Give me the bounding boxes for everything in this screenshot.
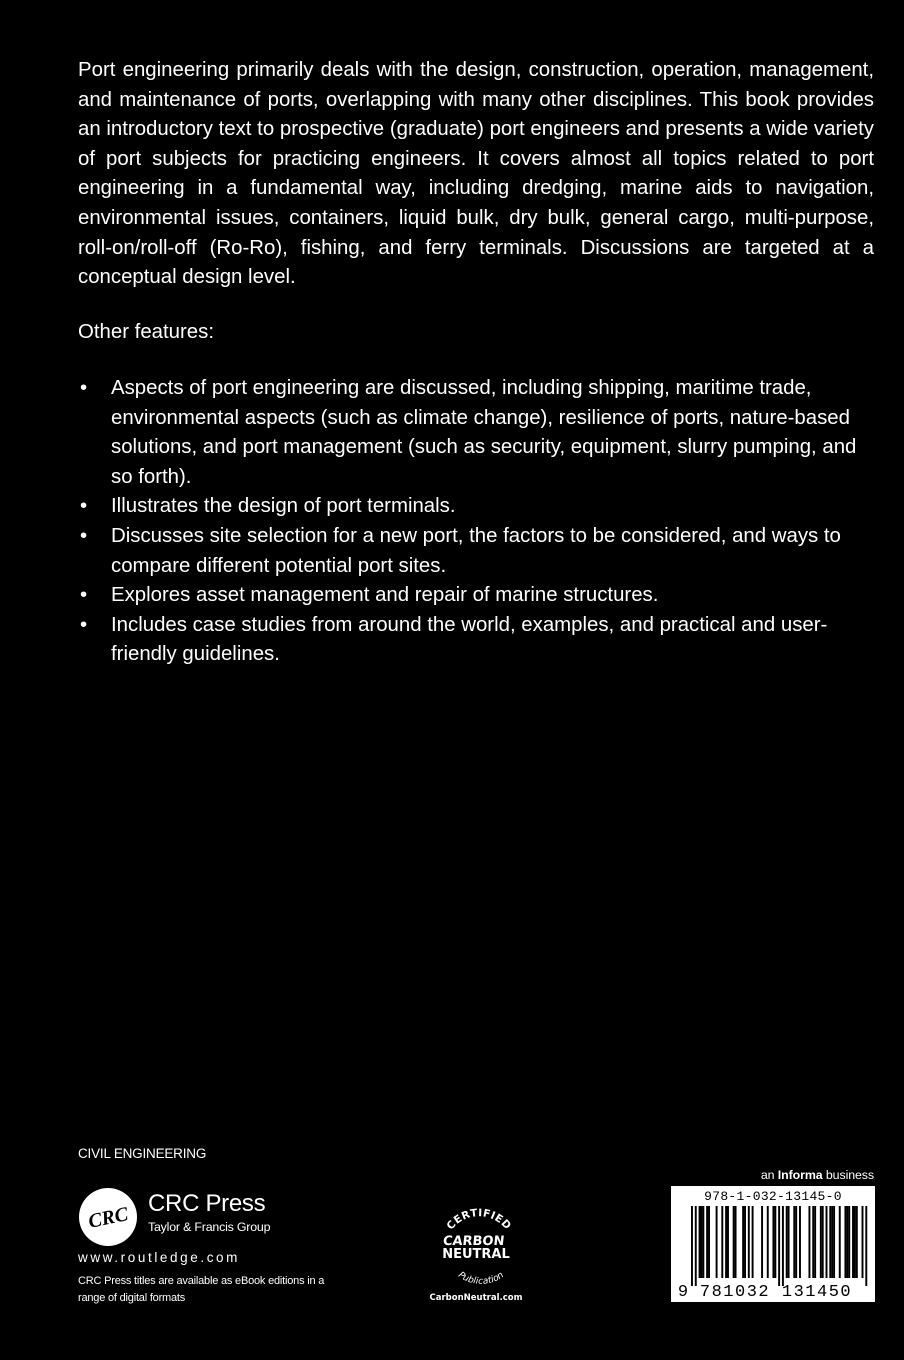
bullet-icon: •: [80, 584, 88, 607]
barcode-bar: [788, 1206, 790, 1278]
barcode-bar: [831, 1206, 833, 1278]
barcode-bar: [691, 1206, 693, 1286]
barcode-bar: [748, 1206, 750, 1278]
badge-carbon-text: CARBON: [442, 1234, 506, 1249]
barcode-bar: [856, 1206, 858, 1278]
crc-logo-text: CRC: [86, 1203, 131, 1233]
barcode-bar: [772, 1206, 774, 1278]
feature-text: Illustrates the design of port terminals.: [111, 495, 456, 518]
barcode-bar: [854, 1206, 856, 1278]
feature-text: Explores asset management and repair of marine structures.: [111, 584, 659, 607]
subject-category: CIVIL ENGINEERING: [78, 1146, 207, 1161]
barcode-bar: [702, 1206, 704, 1278]
barcode-bar: [767, 1206, 769, 1278]
isbn-barcode: [671, 1186, 875, 1302]
barcode-bar: [848, 1206, 850, 1278]
feature-text: Discusses site selection for a new port, the factors to be considered, and ways to compare different potential port sites.: [111, 524, 841, 577]
barcode-bar: [774, 1206, 776, 1278]
barcode-bar: [695, 1206, 697, 1286]
barcode-bar: [795, 1206, 797, 1278]
feature-text: Includes case studies from around the world, examples, and practical and user-friendly guidelines.: [111, 613, 828, 666]
barcode-bar: [761, 1206, 763, 1278]
barcode-bar: [742, 1206, 744, 1278]
bullet-icon: •: [80, 377, 88, 399]
barcode-bar: [822, 1206, 824, 1278]
bullet-icon: •: [80, 524, 88, 547]
list-item: [78, 611, 874, 670]
informa-tagline: an Informa business: [760, 1168, 874, 1182]
barcode-bar: [852, 1206, 854, 1278]
list-item: [78, 581, 874, 611]
barcode-bar: [844, 1206, 846, 1278]
ebook-note: CRC Press titles are available as eBook editions in a range of digital formats: [78, 1275, 325, 1304]
barcode-bar: [699, 1206, 701, 1278]
informa-brand: Informa: [777, 1168, 823, 1182]
features-heading: Other features:: [78, 321, 215, 343]
feature-text: Aspects of port engineering are discussed, including shipping, maritime trade, environmental aspects (such as climate change), resilience of ports, nature-based solutions, and port management (such as security, equipment, slurry pumping, and so forth).: [111, 377, 857, 488]
barcode-bar: [727, 1206, 729, 1278]
barcode-bar: [752, 1206, 754, 1278]
isbn-number: 978-1-032-13145-0: [704, 1189, 842, 1204]
publisher-website: www.routledge.com: [78, 1250, 241, 1265]
list-item: [78, 522, 874, 581]
publisher-name: CRC Press: [148, 1190, 266, 1217]
barcode-lead-digit: 9: [677, 1283, 689, 1298]
barcode-bar: [735, 1206, 737, 1278]
barcode-bar: [808, 1206, 810, 1278]
barcode-bar: [862, 1206, 864, 1278]
badge-neutral-text: NEUTRAL: [442, 1247, 510, 1262]
barcode-bar: [778, 1206, 780, 1286]
list-item: [78, 492, 874, 522]
barcode-bar: [829, 1206, 831, 1278]
barcode-bar: [865, 1206, 867, 1286]
barcode-bar: [786, 1206, 788, 1278]
barcode-bar: [716, 1206, 718, 1278]
barcode-bar: [814, 1206, 816, 1278]
bullet-icon: •: [80, 613, 88, 636]
publisher-group: Taylor & Francis Group: [148, 1220, 271, 1234]
barcode-bar: [733, 1206, 735, 1278]
barcode-bar: [833, 1206, 835, 1278]
barcode-bar: [700, 1206, 702, 1278]
crc-logo-icon: [78, 1187, 138, 1247]
feature-list: [78, 374, 874, 670]
badge-publication-text: Publication: [456, 1270, 506, 1287]
badge-certified-text: CERTIFIED: [444, 1207, 514, 1233]
barcode-bar: [839, 1206, 841, 1278]
barcode-bar: [820, 1206, 822, 1278]
badge-site-text: CarbonNeutral.com: [429, 1293, 523, 1303]
barcode-bar: [812, 1206, 814, 1278]
barcode-bar: [744, 1206, 746, 1278]
bullet-icon: •: [80, 495, 88, 518]
barcode-bar: [799, 1206, 801, 1278]
barcode-bar: [721, 1206, 723, 1278]
barcode-left-digits: 781032: [699, 1283, 771, 1298]
barcode-bar: [782, 1206, 784, 1286]
carbon-neutral-badge-icon: [426, 1200, 530, 1304]
book-description: Port engineering primarily deals with the design, construction, operation, management, and maintenance of ports, overlapping with many other disciplines. This book provides an introductory text to prospective (graduate) port engineers and presents a wide variety of port subjects for practicing engineers. It covers almost all topics related to port engineering in a fundamental way, including dredging, marine aids to navigation, environmental issues, containers, liquid bulk, dry bulk, general cargo, multi-purpose, roll-on/roll-off (Ro-Ro), fishing, and ferry terminals. Discussions are targeted at a conceptual design level.: [78, 59, 874, 289]
barcode-bar: [846, 1206, 848, 1278]
barcode-bar: [708, 1206, 710, 1278]
barcode-right-digits: 131450: [781, 1283, 853, 1298]
barcode-bar: [725, 1206, 727, 1278]
barcode-icon: [677, 1206, 869, 1298]
barcode-bar: [706, 1206, 708, 1278]
barcode-bar: [793, 1206, 795, 1278]
barcode-bar: [826, 1206, 828, 1278]
list-item: [78, 374, 874, 492]
